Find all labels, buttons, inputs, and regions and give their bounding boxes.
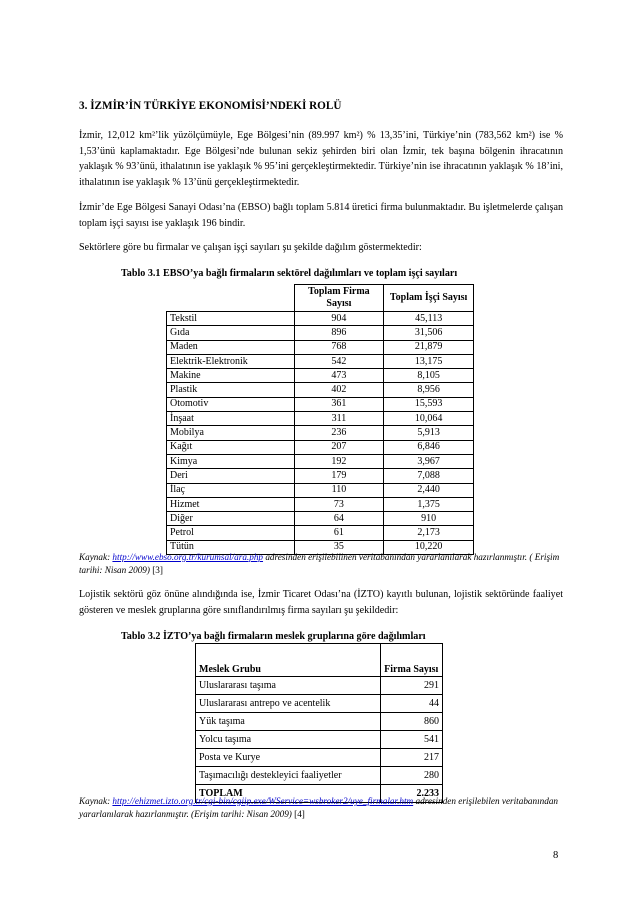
paragraph-area-size: [79, 128, 563, 190]
workers-cell: 21,879: [384, 340, 474, 354]
total-label: TOPLAM: [196, 785, 381, 803]
source-prefix: Kaynak:: [79, 552, 113, 562]
paragraph-text: Lojistik sektörü göz önüne alındığında ise, İzmir Ticaret Odası’na (İZTO) kayıtlı bulunan, lojistik sektöründe faaliyet gösteren ve meslek gruplarına göre sınıflandırılmış firma sayıları şu şekildedir:: [79, 589, 563, 616]
source-text: adresinden erişilebilen veritabanından yararlanılarak hazırlanmıştır. (Erişim tarihi: Nisan 2009): [79, 796, 559, 819]
workers-cell: 31,506: [384, 326, 474, 340]
workers-cell: 10,220: [384, 540, 474, 554]
table-row: [167, 326, 474, 340]
total-value: 2.233: [381, 785, 443, 803]
sector-cell: Kimya: [167, 454, 295, 468]
firms-cell: 35: [294, 540, 384, 554]
table-row: [196, 767, 443, 785]
sector-cell: İnşaat: [167, 412, 295, 426]
sector-cell: Mobilya: [167, 426, 295, 440]
sector-cell: Gıda: [167, 326, 295, 340]
sector-cell: Elektrik-Elektronik: [167, 354, 295, 368]
group-cell: Taşımacılığı destekleyici faaliyetler: [196, 767, 381, 785]
paragraph-text: İzmir, 12,012 km²’lik yüzölçümüyle, Ege Bölgesi’nin (89.997 km²) % 13,35’ini, Türkiye’nin (783,562 km²) ise % 1,53’ünü kaplamaktadır. Ege Bölgesi’nde bulunan sekiz şehirden biri olan İzmir, tek başına bölgenin ihracatının yaklaşık % 93’ünü, ithalatının ise yaklaşık % 95’ini gerçekleştirmektedir. Türkiye’nin ise ihracatının yaklaşık % 18’ini, ithalatının ise yaklaşık % 13’ünü gerçekleştirmektedir.: [79, 130, 563, 188]
paragraph-logistics: [79, 587, 563, 618]
count-cell: 217: [381, 749, 443, 767]
table-header-workers: Toplam İşçi Sayısı: [384, 285, 474, 312]
firms-cell: 311: [294, 412, 384, 426]
table-row: [196, 713, 443, 731]
firms-cell: 64: [294, 512, 384, 526]
count-cell: 44: [381, 695, 443, 713]
table-row: [167, 426, 474, 440]
sector-cell: Makine: [167, 369, 295, 383]
workers-cell: 8,105: [384, 369, 474, 383]
firms-cell: 361: [294, 397, 384, 411]
workers-cell: 10,064: [384, 412, 474, 426]
paragraph-text: Sektörlere göre bu firmalar ve çalışan işçi sayıları şu şekilde dağılım göstermektedir:: [79, 242, 422, 253]
section-heading: 3. İZMİR’İN TÜRKİYE EKONOMİSİ’NDEKİ ROLÜ: [79, 100, 342, 112]
sector-cell: Kağıt: [167, 440, 295, 454]
table-header-firms: Toplam Firma Sayısı: [294, 285, 384, 312]
table-row: [196, 695, 443, 713]
paragraph-sectors: [79, 240, 563, 256]
table-row: [167, 483, 474, 497]
table2-caption: Tablo 3.2 İZTO’ya bağlı firmaların meslek gruplarına göre dağılımları: [121, 631, 426, 642]
table-row: [167, 526, 474, 540]
group-cell: Yolcu taşıma: [196, 731, 381, 749]
table1-caption: Tablo 3.1 EBSO’ya bağlı firmaların sektörel dağılımları ve toplam işçi sayıları: [121, 268, 458, 279]
firms-cell: 73: [294, 497, 384, 511]
table-header-count: Firma Sayısı: [381, 644, 443, 677]
sector-cell: Diğer: [167, 512, 295, 526]
firms-cell: 904: [294, 312, 384, 326]
sector-cell: İlaç: [167, 483, 295, 497]
group-cell: Uluslararası taşıma: [196, 677, 381, 695]
sector-cell: Tütün: [167, 540, 295, 554]
table-row: [167, 397, 474, 411]
table-body: [196, 677, 443, 785]
table-row: [196, 731, 443, 749]
table-row: [167, 440, 474, 454]
workers-cell: 45,113: [384, 312, 474, 326]
count-cell: 541: [381, 731, 443, 749]
workers-cell: 15,593: [384, 397, 474, 411]
source-reference: [3]: [152, 565, 163, 575]
table-header-empty: [167, 285, 295, 312]
workers-cell: 910: [384, 512, 474, 526]
table-row: [167, 512, 474, 526]
workers-cell: 8,956: [384, 383, 474, 397]
workers-cell: 1,375: [384, 497, 474, 511]
table-row: [167, 469, 474, 483]
table-header-group: Meslek Grubu: [196, 644, 381, 677]
firms-cell: 192: [294, 454, 384, 468]
sector-cell: Plastik: [167, 383, 295, 397]
firms-cell: 473: [294, 369, 384, 383]
table-row: [167, 354, 474, 368]
count-cell: 291: [381, 677, 443, 695]
source-link[interactable]: http://www.ebso.org.tr/kurumsal/ara.php: [112, 552, 264, 562]
table-row: [167, 340, 474, 354]
source-reference: [4]: [294, 809, 305, 819]
table2-source: [79, 795, 563, 821]
workers-cell: 5,913: [384, 426, 474, 440]
workers-cell: 3,967: [384, 454, 474, 468]
firms-cell: 207: [294, 440, 384, 454]
group-cell: Uluslararası antrepo ve acentelik: [196, 695, 381, 713]
sector-cell: Tekstil: [167, 312, 295, 326]
source-link[interactable]: http://ehizmet.izto.org.tr/cgi-bin/cgiip.exe/WService=wsbroker2/uye_firmalar.htm: [112, 796, 414, 806]
group-cell: Posta ve Kurye: [196, 749, 381, 767]
izto-group-table: [195, 643, 443, 803]
table1-source: [79, 551, 563, 577]
sector-cell: Deri: [167, 469, 295, 483]
count-cell: 860: [381, 713, 443, 731]
firms-cell: 179: [294, 469, 384, 483]
firms-cell: 542: [294, 354, 384, 368]
paragraph-text: İzmir’de Ege Bölgesi Sanayi Odası’na (EBSO) bağlı toplam 5.814 üretici firma bulunmaktadır. Bu işletmelerde çalışan toplam işçi sayısı ise yaklaşık 196 bindir.: [79, 202, 563, 229]
firms-cell: 236: [294, 426, 384, 440]
table-header-row: [196, 644, 443, 677]
sector-cell: Hizmet: [167, 497, 295, 511]
workers-cell: 2,440: [384, 483, 474, 497]
table-body: [167, 312, 474, 555]
page-number: 8: [553, 850, 559, 861]
workers-cell: 7,088: [384, 469, 474, 483]
sector-cell: Maden: [167, 340, 295, 354]
table-row: [196, 677, 443, 695]
firms-cell: 896: [294, 326, 384, 340]
group-cell: Yük taşıma: [196, 713, 381, 731]
paragraph-ebso: [79, 200, 563, 231]
table-row: [167, 454, 474, 468]
workers-cell: 13,175: [384, 354, 474, 368]
count-cell: 280: [381, 767, 443, 785]
firms-cell: 61: [294, 526, 384, 540]
table-row: [196, 749, 443, 767]
table-header-row: [167, 285, 474, 312]
source-prefix: Kaynak:: [79, 796, 113, 806]
workers-cell: 2,173: [384, 526, 474, 540]
table-row: [167, 412, 474, 426]
source-text: adresinden erişilebilinen veritabanından yararlanılarak hazırlanmıştır. ( Erişim tarihi: Nisan 2009): [79, 552, 560, 575]
firms-cell: 768: [294, 340, 384, 354]
sector-cell: Otomotiv: [167, 397, 295, 411]
table-row: [167, 497, 474, 511]
firms-cell: 402: [294, 383, 384, 397]
sector-cell: Petrol: [167, 526, 295, 540]
table-row: [167, 383, 474, 397]
table-row: [167, 312, 474, 326]
workers-cell: 6,846: [384, 440, 474, 454]
table-row: [167, 369, 474, 383]
firms-cell: 110: [294, 483, 384, 497]
ebso-sector-table: [166, 284, 474, 555]
